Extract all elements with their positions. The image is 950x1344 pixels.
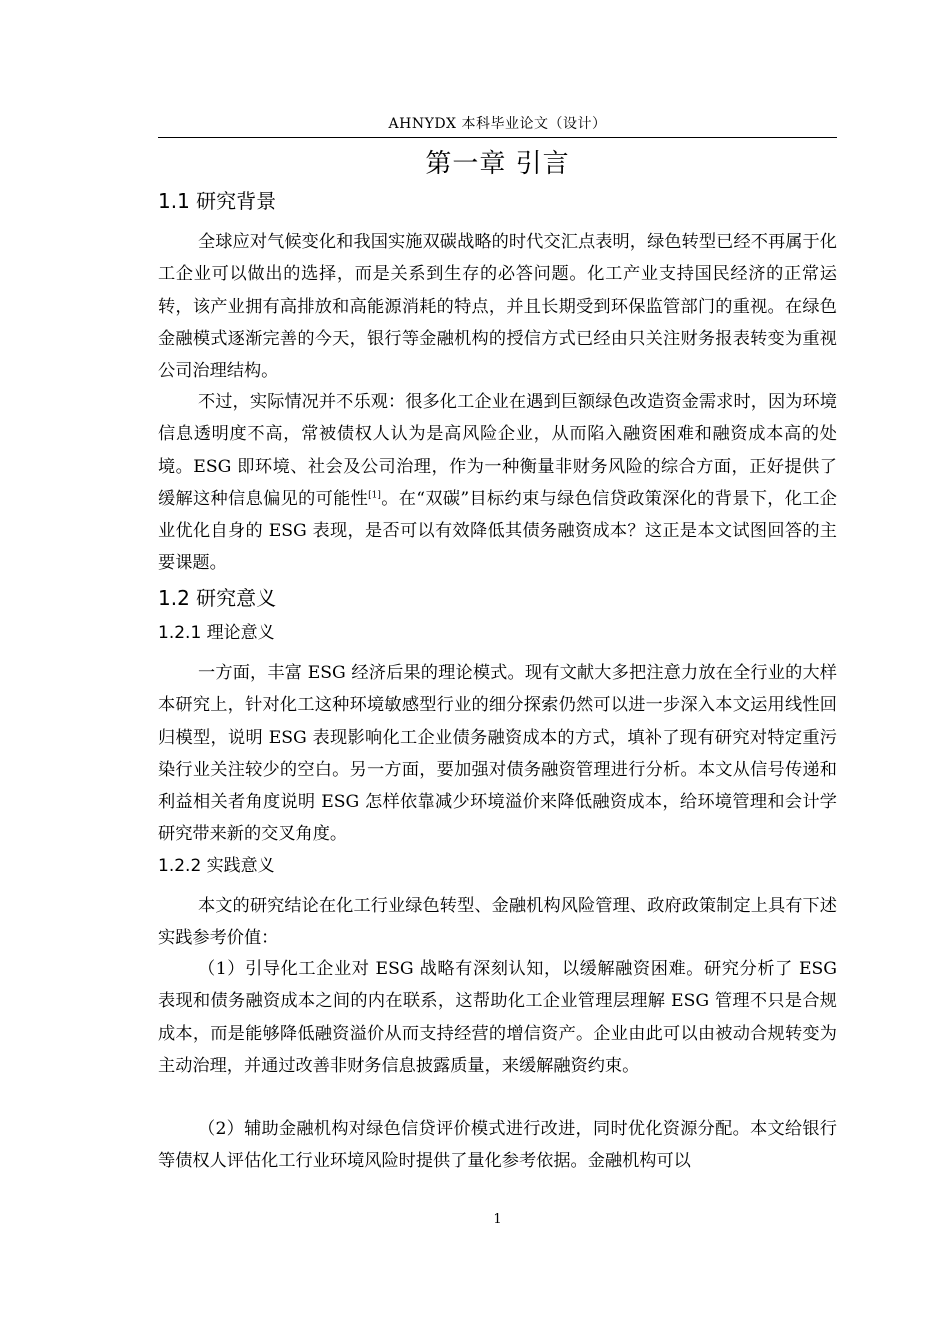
paragraph-1-1-first: 全球应对气候变化和我国实施双碳战略的时代交汇点表明，绿色转型已经不再属于化工企业可以做出的选择，而是关系到生存的必答问题。化工产业支持国民经济的正常运转，该产业拥有高排放和高能源消耗的特点，并且长期受到环保监管部门的重视。在绿色金融模式逐渐完善的今天，银行等金融机构的授信方式已经由只关注财务报表转变为重视公司治理结构。 [158,232,837,382]
paragraph-1-1-second-text-a: 不过，实际情况并不乐观：很多化工企业在遇到巨额绿色改造资金需求时，因为环境信息透明度不高，常被债权人认为是高风险企业，从而陷入融资困难和融资成本高的处境。ESG 即环境、社会及公司治理，作为一种衡量非财务风险的综合方面，正好提供了缓解这种信息偏见的可能性 [158,392,837,509]
subsection-heading-1-2-1: 1.2.1 理论意义 [158,623,275,643]
subsection-heading-1-2-2: 1.2.2 实践意义 [158,856,275,876]
chapter-title: 第一章 引言 [425,149,570,179]
paragraph-1-2-2-point-2: （2）辅助金融机构对绿色信贷评价模式进行改进，同时优化资源分配。本文给银行等债权人评估化工行业环境风险时提供了量化参考依据。金融机构可以 [158,1119,837,1172]
paragraph-1-2-1: 一方面，丰富 ESG 经济后果的理论模式。现有文献大多把注意力放在全行业的大样本研究上，针对化工这种环境敏感型行业的细分探索仍然可以进一步深入本文运用线性回归模型，说明 ESG 表现影响化工企业债务融资成本的方式，填补了现有研究对特定重污染行业关注较少的空白。另一方面，要加强对债务融资管理进行分析。本文从信号传递和利益相关者角度说明 ESG 怎样依靠减少环境溢价来降低融资成本，给环境管理和会计学研究带来新的交叉角度。 [158,663,837,845]
page-number: 1 [493,1212,502,1227]
paragraph-1-2-2-point-1: （1）引导化工企业对 ESG 战略有深刻认知，以缓解融资困难。研究分析了 ESG 表现和债务融资成本之间的内在联系，这帮助化工企业管理层理解 ESG 管理不只是合规成本，而是能够降低融资溢价从而支持经营的增信资产。企业由此可以由被动合规转变为主动治理，并通过改善非财务信息披露质量，来缓解融资约束。 [158,959,837,1076]
section-heading-1-1: 1.1 研究背景 [158,189,277,213]
citation-marker: [1] [368,490,381,501]
paragraph-1-1-second [158,386,837,580]
paragraph-1-2-2-intro: 本文的研究结论在化工行业绿色转型、金融机构风险管理、政府政策制定上具有下述实践参考价值： [158,896,837,949]
running-header: AHNYDX 本科毕业论文（设计） [388,116,607,132]
section-heading-1-2: 1.2 研究意义 [158,586,277,610]
header-rule [158,137,837,138]
paragraph-1-1-second-text-b: 。在“双碳”目标约束与绿色信贷政策深化的背景下，化工企业优化自身的 ESG 表现，是否可以有效降低其债务融资成本？这正是本文试图回答的主要课题。 [158,488,837,574]
